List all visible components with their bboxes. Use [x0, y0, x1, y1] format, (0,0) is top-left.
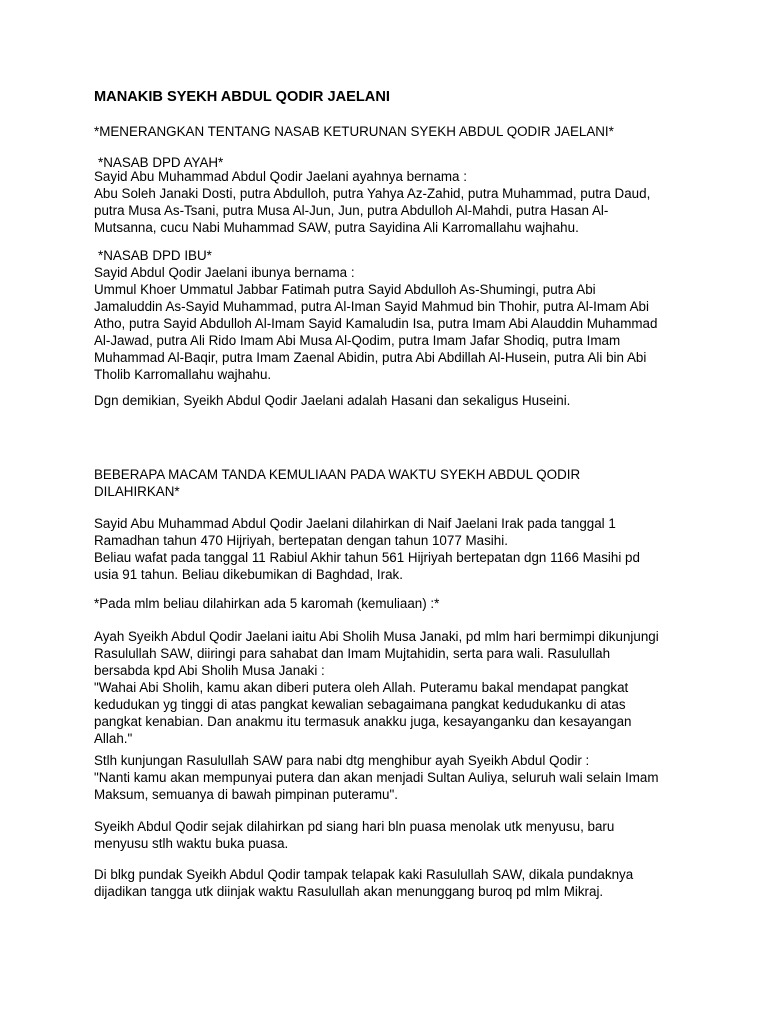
section-heading-kemuliaan: BEBERAPA MACAM TANDA KEMULIAAN PADA WAKTU SYEKH ABDUL QODIR DILAHIRKAN*	[94, 467, 581, 499]
paragraph-dream: Ayah Syeikh Abdul Qodir Jaelani iaitu Abi Sholih Musa Janaki, pd mlm hari bermimpi dikunjungi Rasulullah SAW, diiringi para sahabat dan Imam Mujtahidin, serta para wali. Rasulullah bersabda kpd Abi Sholih Musa Janaki : "Wahai Abi Sholih, kamu akan diberi putera oleh Allah. Puteramu bakal mendapat pangkat kedudukan yg tinggi di atas pangkat kewalian sebagaimana pangkat kedudukanku di atas pangkat kenabian. Dan anakmu itu termasuk anakku juga, kesayanganku dan kesayangan Allah."	[94, 629, 659, 746]
paragraph-nasab-ibu: Sayid Abdul Qodir Jaelani ibunya bernama : Ummul Khoer Ummatul Jabbar Fatimah putra Sayid Abdulloh As-Shumingi, putra Abi Jamaluddin As-Sayid Muhammad, putra Al-Iman Sayid Mahmud bin Thohir, putra Al-Imam Abi Atho, putra Sayid Abdulloh Al-Imam Sayid Kamaludin Isa, putra Imam Abi Alauddin Muhammad Al-Jawad, putra Ali Rido Imam Abi Musa Al-Qodim, putra Imam Jafar Shodiq, putra Imam Muhammad Al-Baqir, putra Imam Zaenal Abidin, putra Abi Abdillah Al-Husein, putra Ali bin Abi Tholib Karromallahu wajhahu.	[94, 265, 658, 382]
paragraph-nasab-ayah: Sayid Abu Muhammad Abdul Qodir Jaelani ayahnya bernama : Abu Soleh Janaki Dosti, putra Abdulloh, putra Yahya Az-Zahid, putra Muhammad, putra Daud, putra Musa As-Tsani, putra Musa Al-Jun, Jun, putra Abdulloh Al-Mahdi, putra Hasan Al- Mutsanna, cucu Nabi Muhammad SAW, putra Sayidina Ali Karromallahu wajhahu.	[94, 169, 651, 235]
section-heading-nasab-ayah: *NASAB DPD AYAH*	[98, 155, 224, 170]
paragraph-footprint: Di blkg pundak Syeikh Abdul Qodir tampak telapak kaki Rasulullah SAW, dikala pundaknya dijadikan tangga utk diinjak waktu Rasulullah akan menunggang buroq pd mlm Mikraj.	[94, 867, 634, 899]
paragraph-conclusion: Dgn demikian, Syeikh Abdul Qodir Jaelani adalah Hasani dan sekaligus Huseini.	[94, 393, 571, 408]
section-heading-nasab-ibu: *NASAB DPD IBU*	[98, 248, 212, 263]
paragraph-karomah-intro: *Pada mlm beliau dilahirkan ada 5 karomah (kemuliaan) :*	[94, 596, 440, 611]
paragraph-fasting: Syeikh Abdul Qodir sejak dilahirkan pd siang hari bln puasa menolak utk menyusu, baru menyusu stlh waktu buka puasa.	[94, 819, 615, 851]
paragraph-birth: Sayid Abu Muhammad Abdul Qodir Jaelani dilahirkan di Naif Jaelani Irak pada tanggal 1 Ramadhan tahun 470 Hijriyah, bertepatan dengan tahun 1077 Masihi. Beliau wafat pada tanggal 11 Rabiul Akhir tahun 561 Hijriyah bertepatan dgn 1166 Masihi pd usia 91 tahun. Beliau dikebumikan di Baghdad, Irak.	[94, 516, 640, 582]
paragraph-prophets: Stlh kunjungan Rasulullah SAW para nabi dtg menghibur ayah Syeikh Abdul Qodir : "Nanti kamu akan mempunyai putera dan akan menjadi Sultan Auliya, seluruh wali selain Imam Maksum, semuanya di bawah pimpinan puteramu".	[94, 753, 659, 802]
document-title: MANAKIB SYEKH ABDUL QODIR JAELANI	[94, 89, 390, 105]
document-subtitle: *MENERANGKAN TENTANG NASAB KETURUNAN SYEKH ABDUL QODIR JAELANI*	[94, 124, 614, 139]
